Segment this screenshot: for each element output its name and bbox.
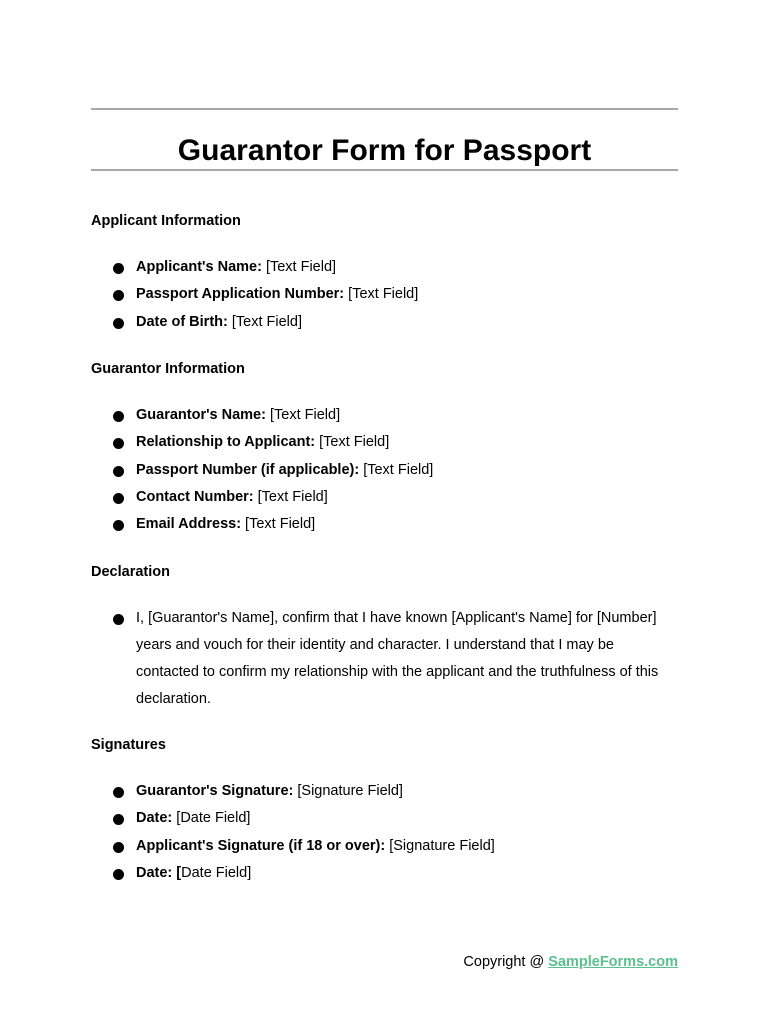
title-bottom-rule — [91, 169, 678, 171]
document-page — [91, 0, 678, 1024]
list-item-relationship — [91, 429, 678, 456]
field-value: [Text Field] — [227, 313, 302, 330]
applicant-fields-list — [91, 254, 678, 336]
declaration-section-heading: Declaration — [91, 564, 170, 580]
declaration-list — [91, 605, 678, 713]
bullet-icon — [113, 493, 124, 504]
bullet-icon — [113, 290, 124, 301]
list-item-guarantor-name — [91, 402, 678, 429]
guarantor-section-heading: Guarantor Information — [91, 361, 245, 377]
field-value: [Text Field] — [253, 488, 328, 505]
field-value: [Text Field] — [261, 259, 337, 275]
field-value: Date Field] — [181, 864, 252, 881]
field-label: Date: — [136, 810, 173, 827]
field-value: [Text Field] — [265, 407, 341, 423]
bullet-icon — [113, 520, 124, 531]
bullet-icon — [113, 263, 124, 274]
bullet-icon — [113, 466, 124, 477]
signatures-section-heading: Signatures — [91, 737, 166, 753]
list-item-passport-number — [91, 457, 678, 484]
field-value: [Text Field] — [241, 516, 316, 533]
field-label: Applicant's Name: — [136, 259, 262, 275]
list-item-applicant-date — [91, 860, 678, 887]
list-item-declaration — [91, 605, 678, 713]
applicant-section-heading: Applicant Information — [91, 213, 241, 229]
field-label: Email Address: — [136, 516, 242, 533]
field-label: Passport Application Number: — [136, 286, 345, 303]
field-value: [Date Field] — [172, 810, 251, 827]
field-value: [Text Field] — [359, 461, 434, 478]
guarantor-fields-list — [91, 402, 678, 538]
sampleforms-link[interactable]: SampleForms.com — [548, 954, 678, 970]
field-label: Date: [ — [136, 864, 182, 881]
field-label: Applicant's Signature (if 18 or over): — [136, 837, 386, 854]
bullet-icon — [113, 614, 124, 625]
copyright-footer — [463, 952, 678, 972]
field-value: [Signature Field] — [293, 783, 403, 799]
field-label: Relationship to Applicant: — [136, 434, 316, 451]
copyright-prefix: Copyright @ — [463, 954, 549, 970]
field-label: Passport Number (if applicable): — [136, 461, 360, 478]
field-label: Date of Birth: — [136, 313, 228, 330]
bullet-icon — [113, 869, 124, 880]
title-top-rule — [91, 108, 678, 110]
list-item-date-of-birth — [91, 309, 678, 336]
bullet-icon — [113, 438, 124, 449]
bullet-icon — [113, 411, 124, 422]
field-label: Contact Number: — [136, 488, 254, 505]
field-value: [Text Field] — [344, 286, 419, 303]
list-item-guarantor-date — [91, 805, 678, 832]
page-title: Guarantor Form for Passport — [177, 134, 592, 167]
list-item-contact-number — [91, 484, 678, 511]
field-value: [Text Field] — [315, 434, 390, 451]
declaration-text: I, [Guarantor's Name], confirm that I have known [Applicant's Name] for [Number] years and vouch for their identity and character. I understand that I may be contacted to confirm my relationship with the applicant and the truthfulness of this declaration. — [136, 610, 659, 707]
field-value: [Signature Field] — [385, 837, 495, 854]
list-item-passport-application-number — [91, 281, 678, 308]
bullet-icon — [113, 318, 124, 329]
signatures-list — [91, 778, 678, 887]
field-label: Guarantor's Name: — [136, 407, 266, 423]
bullet-icon — [113, 842, 124, 853]
list-item-email-address — [91, 511, 678, 538]
list-item-applicant-name — [91, 254, 678, 281]
list-item-guarantor-signature — [91, 778, 678, 805]
list-item-applicant-signature — [91, 833, 678, 860]
field-label: Guarantor's Signature: — [136, 783, 294, 799]
bullet-icon — [113, 787, 124, 798]
bullet-icon — [113, 814, 124, 825]
